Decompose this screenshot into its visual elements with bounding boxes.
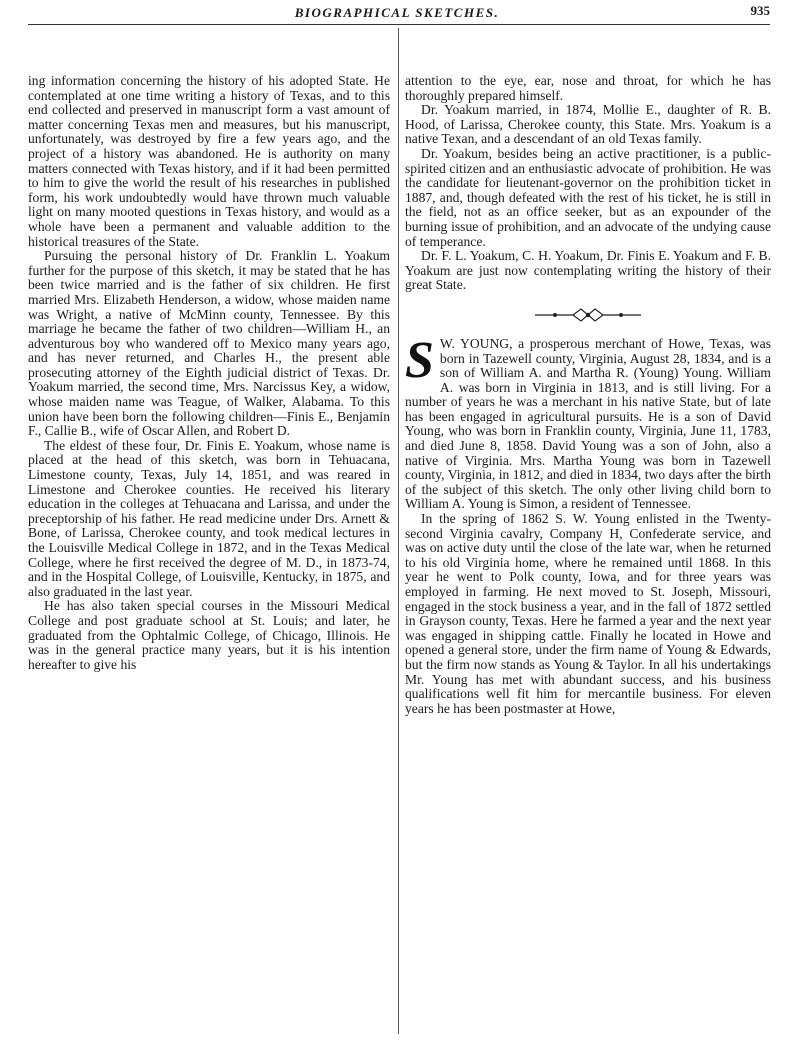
left-column	[28, 74, 390, 672]
drop-cap: S	[405, 331, 434, 389]
header-rule	[28, 24, 770, 25]
young-sketch-opening	[405, 331, 771, 512]
paragraph: Pursuing the personal history of Dr. Franklin L. Yoakum further for the purpose of this sketch, it may be stated that he has been twice married and is the father of six children. He first married Mrs. Elizabeth Henderson, a widow, whose maiden name was Wright, a native of McMinn county, Tennessee. By this marriage he became the father of two children—William H., an adventurous boy who wandered off to Mexico many years ago, and has never returned, and Charles H., the present able prosecuting attorney of the Eighth judicial district of Texas. Dr. Yoakum married, the second time, Mrs. Narcissus Key, a widow, whose maiden name was Teague, of Walker, Alabama. To this union have been born the following children—Finis E., Benjamin F., Callie B., wife of Oscar Allen, and Robert D.	[28, 248, 390, 439]
paragraph: In the spring of 1862 S. W. Young enlisted in the Twenty-second Virginia cavalry, Company H, Confederate service, and was on active duty until the close of the late war, when he returned to his old Virginia home, where he remained until 1868. In this year he went to Polk county, Iowa, and for three years was employed in farming. He next moved to St. Joseph, Missouri, engaged in the stock business a year, and in the fall of 1872 settled in Grayson county, Texas. Here he farmed a year and the next year was engaged in shipping cattle. Finally he located in Howe and opened a general store, under the firm name of Young & Edwards, but the firm now stands as Young & Taylor. In all his undertakings Mr. Young has met with abundant success, and his business qualifications well fit him for mercantile business. For eleven years he has been postmaster at Howe,	[405, 511, 771, 716]
running-header-title: BIOGRAPHICAL SKETCHES.	[294, 5, 500, 20]
ornament-icon	[533, 305, 643, 325]
paragraph: ing information concerning the history of his adopted State. He contemplated at one time writing a history of Texas, and to this end collected and preserved in manuscript form a vast amount of matter concerning Texas men and measures, but his manuscript, unfortunately, was destroyed by fire a few years ago, and the project of a history was abandoned. He is authority on many matters connected with Texas history, and if it had been permitted to him to give the world the result of his researches in published form, his work undoubtedly would have thrown much valuable light on many mooted questions in Texas history, and would as a whole have been a permanent and valuable addition to the historical treasures of the State.	[28, 73, 390, 249]
page-number: 935	[750, 3, 770, 18]
column-divider	[398, 28, 399, 1034]
section-ornament	[405, 305, 771, 327]
paragraph: He has also taken special courses in the Missouri Medical College and post graduate school at St. Louis; and later, he graduated from the Ophtalmic College, of Chicago, Illinois. He was in the general practice many years, but it is his intention hereafter to give his	[28, 598, 390, 672]
paragraph: Dr. F. L. Yoakum, C. H. Yoakum, Dr. Finis E. Yoakum and F. B. Yoakum are just now contemplating writing the history of their great State.	[405, 248, 771, 293]
paragraph: attention to the eye, ear, nose and throat, for which he has thoroughly prepared himself.	[405, 73, 771, 103]
paragraph: The eldest of these four, Dr. Finis E. Yoakum, whose name is placed at the head of this sketch, was born in Tehuacana, Limestone county, Texas, July 14, 1851, and was reared in Limestone and Cherokee counties. He received his literary education in the colleges at Tehuacana and Larissa, and under the preceptorship of his father. He read medicine under Drs. Arnett & Bone, of Larissa, Cherokee county, and took medical lectures in the Louisville Medical College in 1872, and in the Texas Medical College, where he first received the degree of M. D., in 1873-74, and in the Hospital College, of Louisville, Kentucky, in 1875, and also graduated in the last year.	[28, 437, 390, 599]
paragraph: Dr. Yoakum married, in 1874, Mollie E., daughter of R. B. Hood, of Larissa, Cherokee county, this State. Mrs. Yoakum is a native Texan, and a descendant of an old Texas family.	[405, 102, 771, 147]
opening-text: W. YOUNG, a prosperous merchant of Howe, Texas, was born in Tazewell county, Virginia, August 28, 1834, and is a son of William A. and Martha R. (Young) Young. William A. was born in Virginia in 1813, and is still living. For a number of years he was a merchant in his native State, but of late has been engaged in agricultural pursuits. He is a son of David Young, who was born in Franklin county, Virginia, June 11, 1783, and died June 8, 1858. David Young was a son of John, also a native of Virginia. Mrs. Martha Young was born in Tazewell county, Virginia, in 1812, and died in 1834, two days after the birth of the subject of this sketch. The only other living child born to William A. Young is Simon, a resident of Tennessee.	[405, 335, 771, 512]
right-column	[405, 74, 771, 716]
paragraph: Dr. Yoakum, besides being an active practitioner, is a public-spirited citizen and an enthusiastic advocate of prohibition. He was the candidate for lieutenant-governor on the prohibition ticket in 1887, and, though defeated with the rest of his ticket, he is still in the field, not as an office seeker, but as an expounder of the burning issue of prohibition, and an advocate of the undying cause of temperance.	[405, 145, 771, 249]
